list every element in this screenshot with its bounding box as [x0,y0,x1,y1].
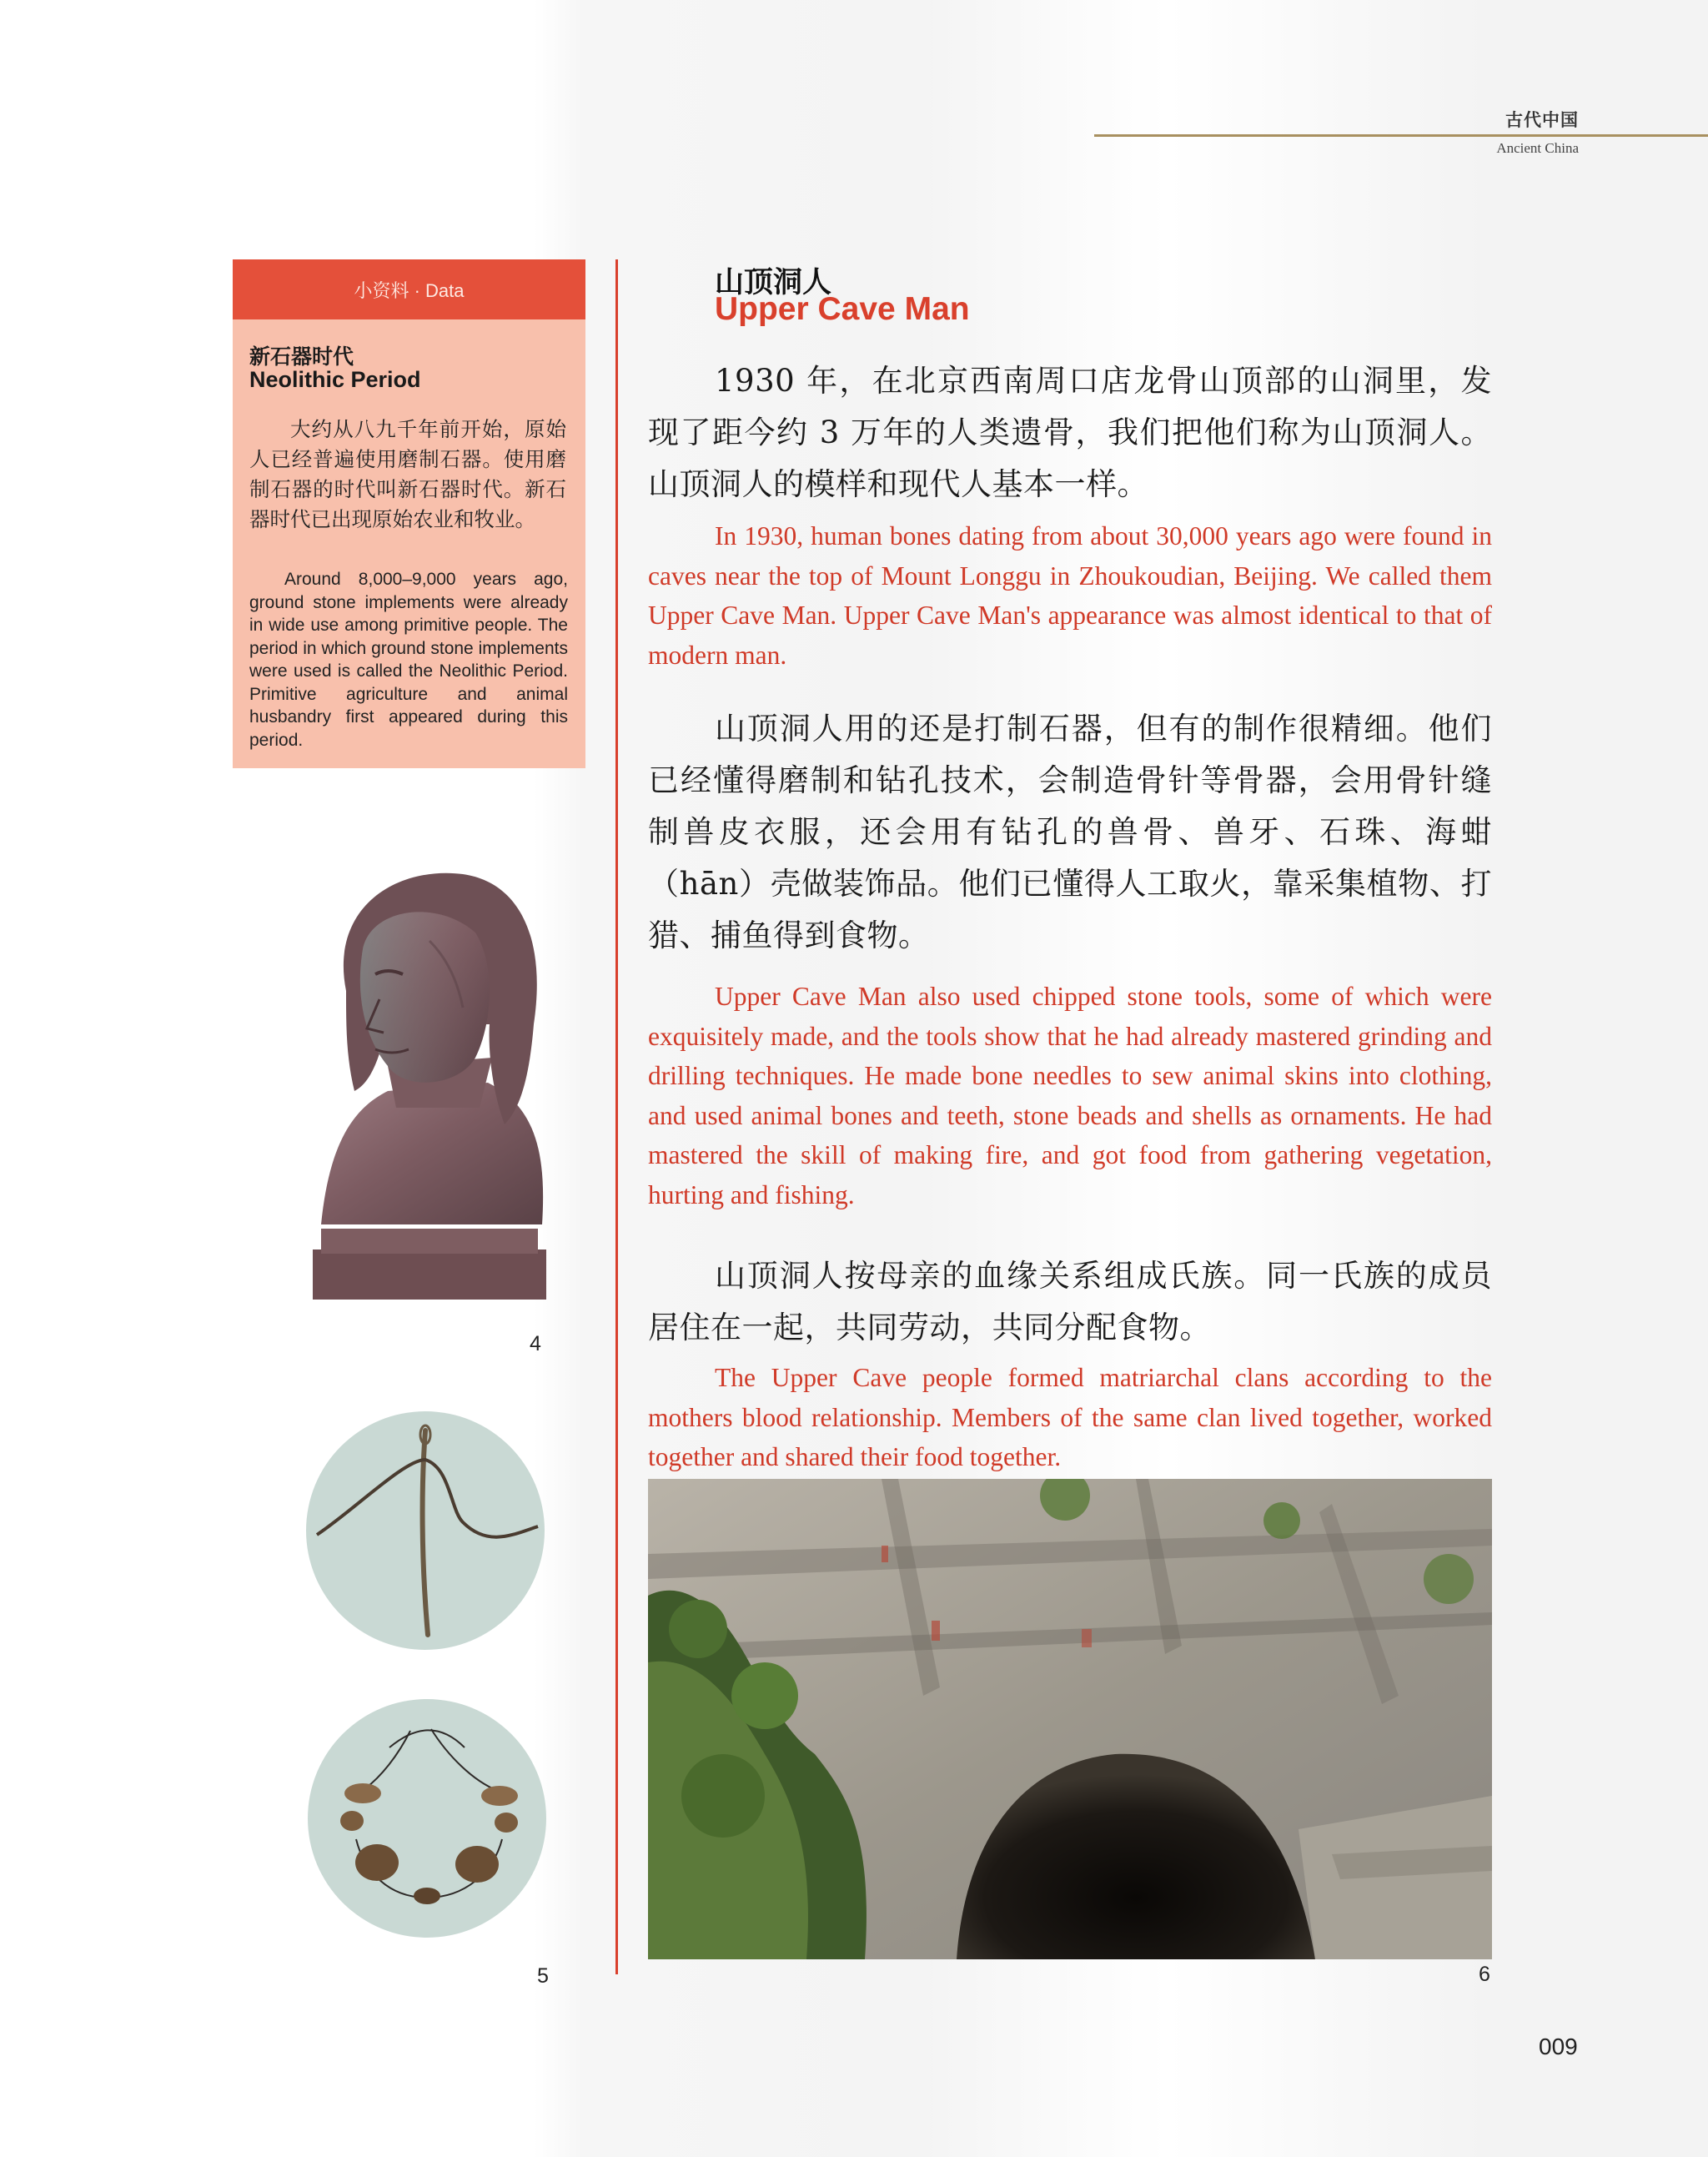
page-number: 009 [1539,2034,1578,2059]
data-box-body-en: Around 8,000–9,000 years ago, ground stone implements were already in wide use among primitive people. The period in which ground stone implements were used is called the Neolithic Period. Primitive agriculture and animal husbandry first appeared during this period. [249,570,568,750]
figure-number-4: 4 [530,1332,541,1355]
paragraph-en-3: The Upper Cave people formed matriarchal clans according to the mothers blood relationship. Members of the same clan lived together, worked together and shared their food together. [648,1363,1492,1471]
figure-number-5: 5 [537,1964,549,1988]
cave-photo [648,1479,1492,1959]
paragraph-en-1: In 1930, human bones dating from about 30,000 years ago were found in caves near the top of Mount Longgu in Zhoukoudian, Beijing. We called them Upper Cave Man. Upper Cave Man's appearance was almost identical to that of modern man. [648,521,1492,670]
section-title-en: Upper Cave Man [715,291,970,327]
paragraph-zh-1: 1930 年，在北京西南周口店龙骨山顶部的山洞里，发现了距今约 3 万年的人类遗骨，我们把他们称为山顶洞人。山顶洞人的模样和现代人基本一样。 [648,363,1492,502]
data-sidebar-box [233,259,585,768]
paragraph-en-2: Upper Cave Man also used chipped stone tools, some of which were exquisitely made, and the tools show that he had already mastered grinding and drilling techniques. He made bone needles to sew animal skins into clothing, and used animal bones and teeth, stone beads and shells as ornaments. He had mastered the skill of making fire, and got food from gathering vegetation, hurting and fishing. [648,982,1492,1209]
data-box-body-zh: 大约从八九千年前开始，原始人已经普遍使用磨制石器。使用磨制石器的时代叫新石器时代。新石器时代已出现原始农业和牧业。 [249,417,566,531]
section-title-zh: 山顶洞人 [715,266,832,299]
running-header [1094,107,1708,165]
bust-image [296,857,563,1308]
paragraph-zh-3: 山顶洞人按母亲的血缘关系组成氏族。同一氏族的成员居住在一起，共同劳动，共同分配食物。 [648,1258,1492,1345]
header-title-zh: 古代中国 [1505,109,1579,130]
data-box-label: 小资料 · Data [233,259,585,319]
shell-necklace-image [306,1697,548,1939]
data-box-title-en: Neolithic Period [249,367,421,392]
data-box-title-zh: 新石器时代 [249,344,354,369]
paragraph-zh-2: 山顶洞人用的还是打制石器，但有的制作很精细。他们已经懂得磨制和钻孔技术，会制造骨针等骨器，会用骨针缝制兽皮衣服，还会用有钻孔的兽骨、兽牙、石珠、海蚶（hān）壳做装饰品。他们已懂得人工取火，靠采集植物、打猎、捕鱼得到食物。 [648,711,1492,953]
header-title-en: Ancient China [1496,140,1579,156]
bone-needle-image [304,1410,546,1652]
header-rule [1094,134,1708,137]
figure-number-6: 6 [1479,1963,1490,1986]
column-divider [615,259,618,1974]
